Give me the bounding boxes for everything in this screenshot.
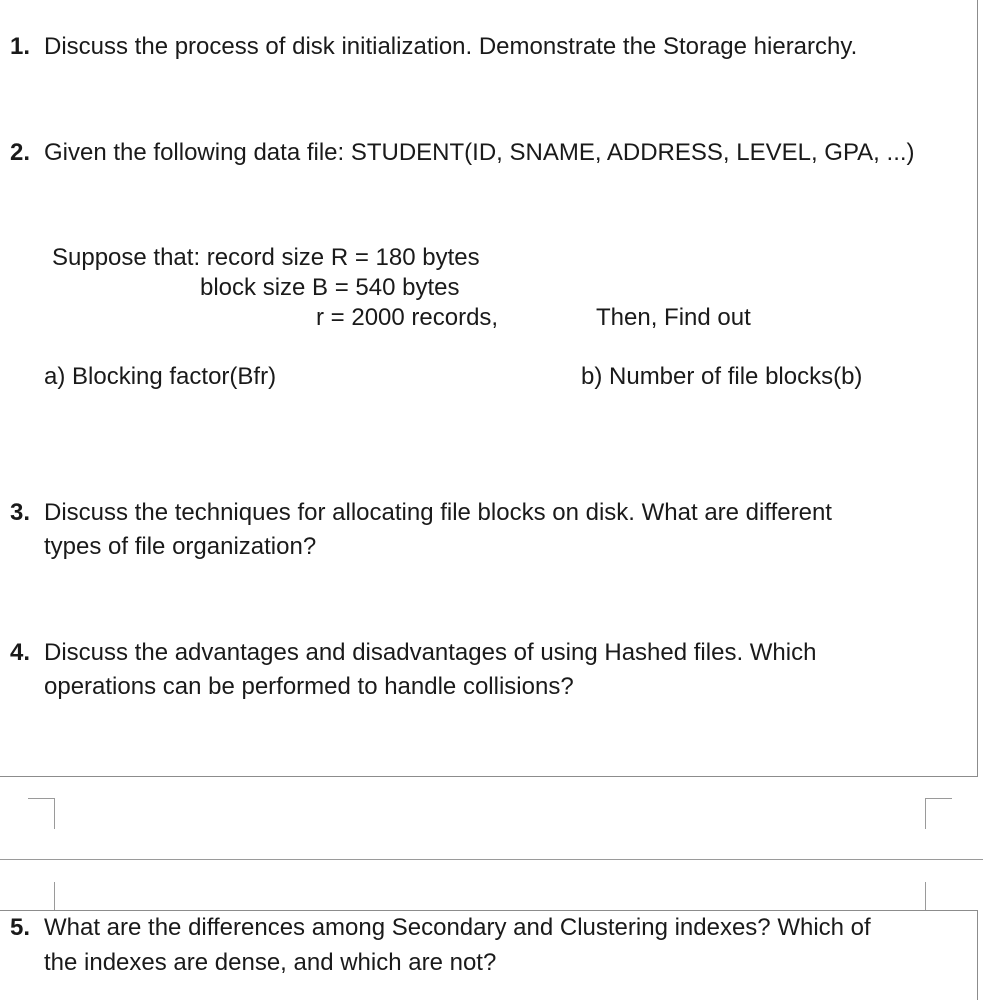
question-text-line: operations can be performed to handle collisions? — [44, 673, 574, 700]
question-text-line: Discuss the advantages and disadvantages of using Hashed files. Which — [44, 639, 817, 666]
question-number: 3. — [10, 499, 31, 526]
q2-part-a: a) Blocking factor(Bfr) — [44, 363, 277, 390]
question-text-line: Discuss the techniques for allocating file blocks on disk. What are different — [44, 499, 832, 526]
q2-then-find-out: Then, Find out — [596, 304, 751, 331]
q2-block-size-line: block size B = 540 bytes — [200, 274, 460, 301]
crop-mark-top-left — [28, 798, 55, 829]
q2-records-line: r = 2000 records, — [316, 304, 499, 331]
crop-mark-bottom-right — [925, 882, 926, 910]
q2-suppose-line: Suppose that: record size R = 180 bytes — [52, 244, 480, 271]
question-text-line: Given the following data file: STUDENT(ID, SNAME, ADDRESS, LEVEL, GPA, ...) — [44, 139, 915, 166]
document-page-2 — [0, 910, 978, 1000]
question-text-line: Discuss the process of disk initialization. Demonstrate the Storage hierarchy. — [44, 33, 858, 60]
question-text-line: types of file organization? — [44, 533, 317, 560]
question-number: 2. — [10, 139, 31, 166]
question-number: 4. — [10, 639, 31, 666]
question-number: 1. — [10, 33, 31, 60]
page-separator-line — [0, 859, 983, 860]
question-text-line: the indexes are dense, and which are not? — [44, 949, 497, 976]
question-number: 5. — [10, 914, 31, 941]
crop-mark-bottom-left — [54, 882, 55, 910]
crop-mark-top-right — [925, 798, 952, 829]
question-text-line: What are the differences among Secondary and Clustering indexes? Which of — [44, 914, 871, 941]
q2-part-b: b) Number of file blocks(b) — [581, 363, 863, 390]
